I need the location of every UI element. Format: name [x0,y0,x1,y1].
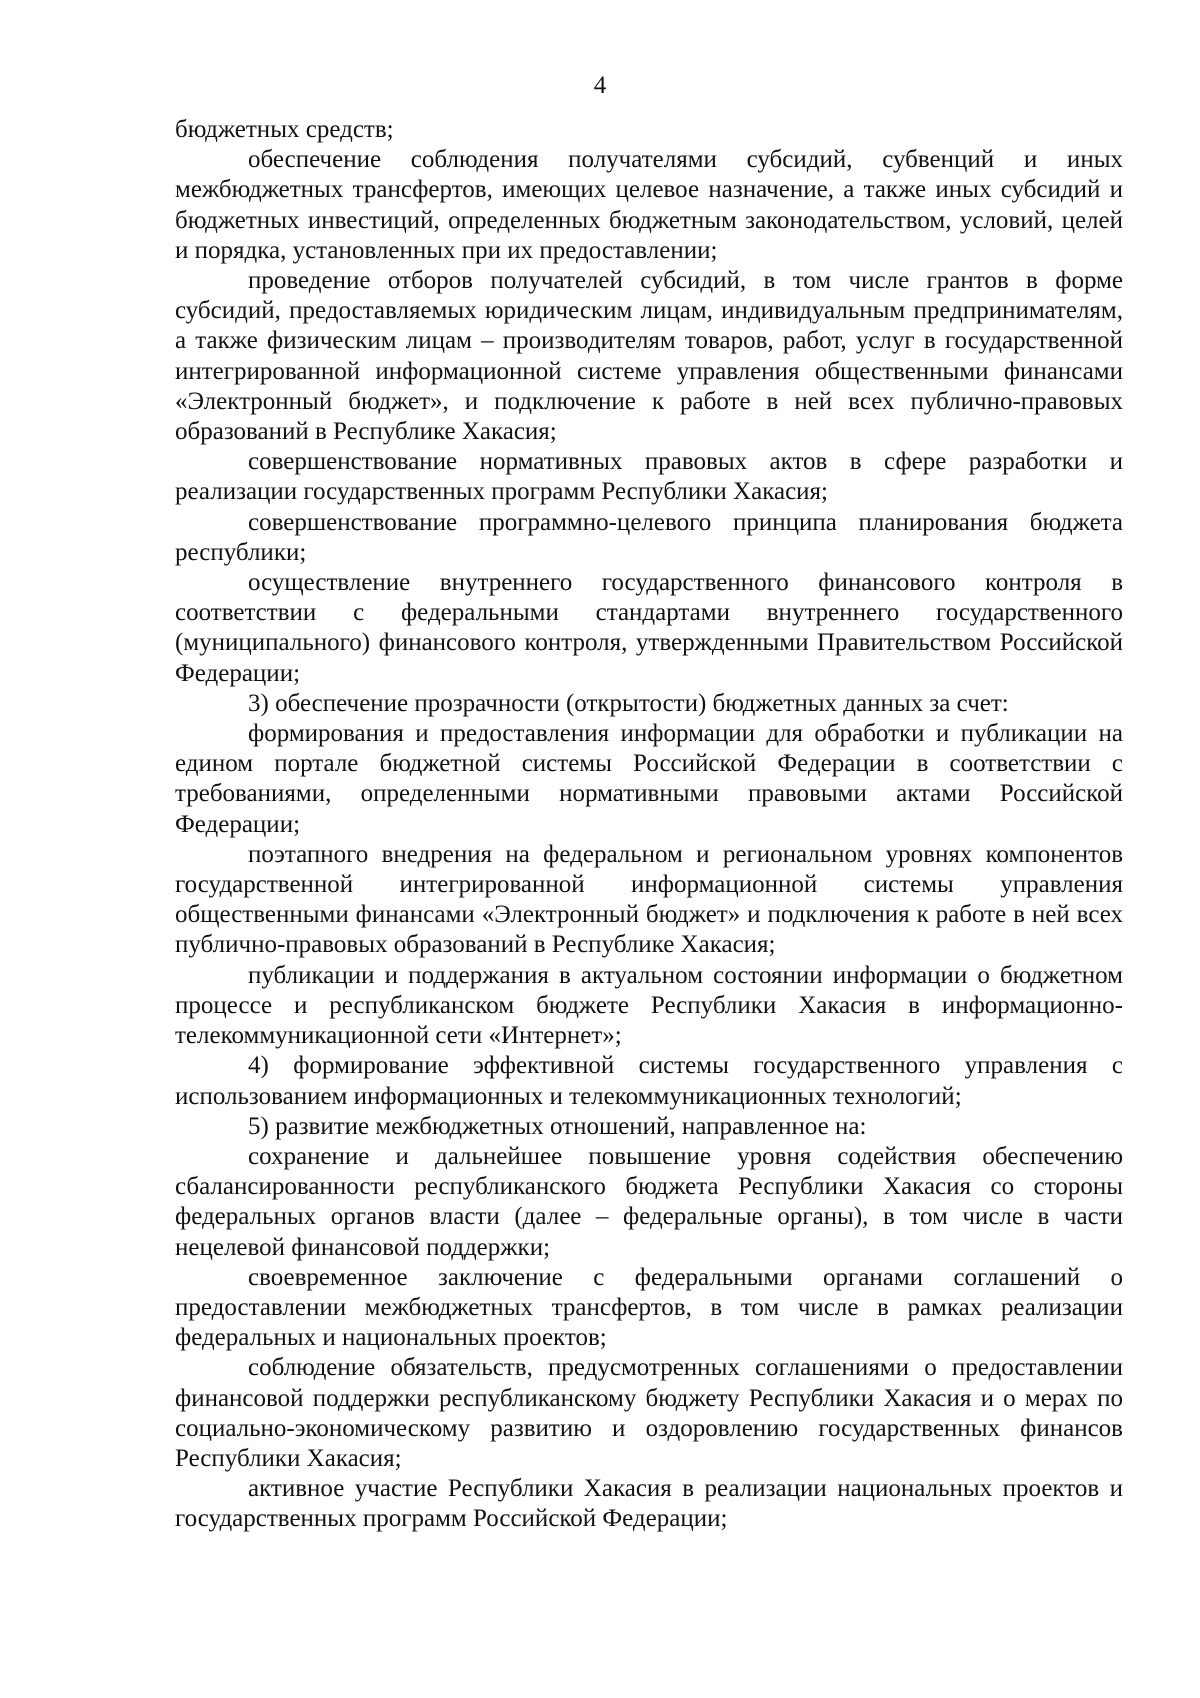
paragraph: формирования и предоставления информации для обработки и публикации на едином портале бюджетной системы Российской Федерации в соответствии с требованиями, определенными нормативными правовыми актами Российской Федерации; [175,720,1123,838]
paragraph: публикации и поддержания в актуальном состоянии информации о бюджетном процессе и республиканском бюджете Республики Хакасия в информационно-телекоммуникационной сети «Интернет»; [175,961,1123,1050]
paragraph: 3) обеспечение прозрачности (открытости) бюджетных данных за счет: [248,689,1009,717]
paragraph: осуществление внутреннего государственного финансового контроля в соответствии с федеральными стандартами внутреннего государственного (муниципального) финансового контроля, утвержденными Правительством Российской Федерации; [175,569,1123,687]
paragraph: сохранение и дальнейшее повышение уровня содействия обеспечению сбалансированности республиканского бюджета Республики Хакасия со стороны федеральных органов власти (далее – федеральные органы), в том числе в части нецелевой финансовой поддержки; [175,1142,1123,1261]
paragraph: совершенствование нормативных правовых актов в сфере разработки и реализации государственных программ Республики Хакасия; [175,448,1123,506]
document-body [175,115,1123,1535]
paragraph: активное участие Республики Хакасия в реализации национальных проектов и государственных программ Российской Федерации; [175,1475,1123,1533]
paragraph: проведение отборов получателей субсидий, в том числе грантов в форме субсидий, предоставляемых юридическим лицам, индивидуальным предпринимателям, а также физическим лицам – производителям товаров, работ, услуг в государственной интегрированной информационной системе управления общественными финансами «Электронный бюджет», и подключение к работе в ней всех публично-правовых образований в Республике Хакасия; [175,267,1123,446]
paragraph: соблюдение обязательств, предусмотренных соглашениями о предоставлении финансовой поддержки республиканскому бюджету Республики Хакасия и о мерах по социально-экономическому развитию и оздоровлению государственных финансов Республики Хакасия; [175,1354,1123,1472]
paragraph: обеспечение соблюдения получателями субсидий, субвенций и иных межбюджетных трансфертов, имеющих целевое назначение, а также иных субсидий и бюджетных инвестиций, определенных бюджетным законодательством, условий, целей и порядка, установленных при их предоставлении; [175,146,1123,264]
paragraph: совершенствование программно-целевого принципа планирования бюджета республики; [175,508,1123,566]
paragraph: 5) развитие межбюджетных отношений, направленное на: [248,1112,867,1140]
paragraph: своевременное заключение с федеральными органами соглашений о предоставлении межбюджетных трансфертов, в том числе в рамках реализации федеральных и национальных проектов; [175,1263,1123,1352]
paragraph: бюджетных средств; [175,116,394,143]
paragraph: 4) формирование эффективной системы государственного управления с использованием информационных и телекоммуникационных технологий; [175,1052,1123,1110]
paragraph: поэтапного внедрения на федеральном и региональном уровнях компонентов государственной интегрированной информационной системы управления общественными финансами «Электронный бюджет» и подключения к работе в ней всех публично-правовых образований в Республике Хакасия; [175,840,1123,959]
page-number: 4 [593,72,607,99]
